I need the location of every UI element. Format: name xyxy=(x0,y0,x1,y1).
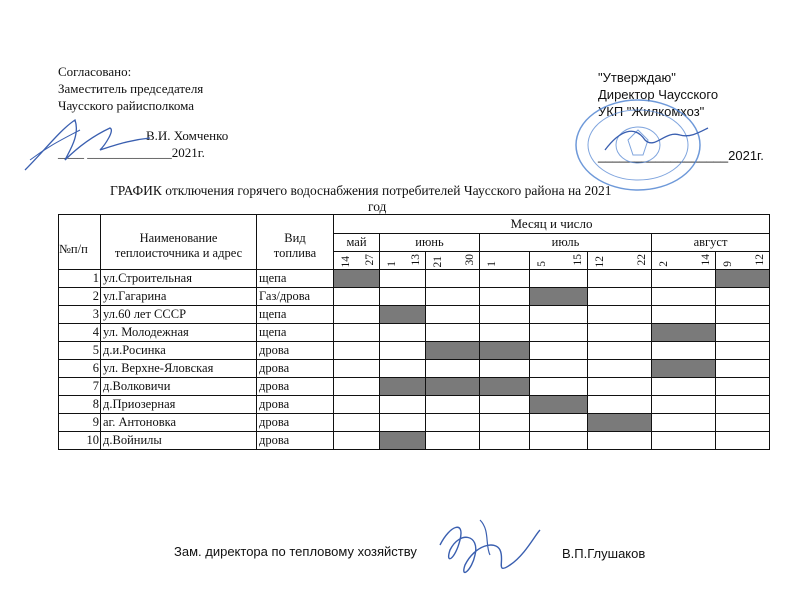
row-number: 1 xyxy=(59,270,101,288)
day-end-label: 2 xyxy=(658,261,670,267)
schedule-cell xyxy=(716,324,770,342)
schedule-cell xyxy=(480,396,530,414)
schedule-cell xyxy=(334,396,380,414)
schedule-cell xyxy=(588,306,652,324)
approve-date-line: __________________2021г. xyxy=(598,148,764,163)
day-end-label: 12 xyxy=(594,255,606,267)
month-august: август xyxy=(652,234,770,252)
schedule-cell xyxy=(334,432,380,450)
schedule-cell xyxy=(588,360,652,378)
schedule-table xyxy=(58,214,770,450)
shutdown-period-cell xyxy=(530,396,588,414)
row-fuel: щепа xyxy=(257,324,334,342)
schedule-cell xyxy=(652,270,716,288)
schedule-cell xyxy=(652,342,716,360)
table-row xyxy=(59,396,770,414)
schedule-cell xyxy=(480,306,530,324)
schedule-cell xyxy=(530,432,588,450)
schedule-cell xyxy=(380,360,426,378)
table-row xyxy=(59,432,770,450)
shutdown-period-cell xyxy=(334,270,380,288)
row-name: ул. Верхне-Яловская xyxy=(101,360,257,378)
schedule-cell xyxy=(426,414,480,432)
schedule-cell xyxy=(652,288,716,306)
day-start-label: 15 xyxy=(572,254,584,266)
table-row xyxy=(59,306,770,324)
schedule-cell xyxy=(716,396,770,414)
schedule-cell xyxy=(426,396,480,414)
day-start-label: 14 xyxy=(700,254,712,266)
month-june: июнь xyxy=(380,234,480,252)
row-fuel: дрова xyxy=(257,396,334,414)
row-fuel: Газ/дрова xyxy=(257,288,334,306)
month-may: май xyxy=(334,234,380,252)
schedule-cell xyxy=(480,432,530,450)
row-number: 8 xyxy=(59,396,101,414)
row-fuel: дрова xyxy=(257,360,334,378)
schedule-cell xyxy=(334,360,380,378)
schedule-cell xyxy=(530,360,588,378)
shutdown-period-cell xyxy=(652,324,716,342)
row-number: 2 xyxy=(59,288,101,306)
schedule-cell xyxy=(380,342,426,360)
schedule-cell xyxy=(426,288,480,306)
shutdown-period-cell xyxy=(380,432,426,450)
schedule-cell xyxy=(716,342,770,360)
schedule-cell xyxy=(380,270,426,288)
schedule-cell xyxy=(426,306,480,324)
approval-signer: В.И. Хомченко xyxy=(146,128,229,143)
shutdown-period-cell xyxy=(480,342,530,360)
schedule-cell xyxy=(588,378,652,396)
day-column-header xyxy=(334,252,380,270)
schedule-cell xyxy=(334,306,380,324)
header-month-day: Месяц и число xyxy=(334,215,770,234)
schedule-cell xyxy=(652,378,716,396)
schedule-cell xyxy=(716,378,770,396)
table-row xyxy=(59,288,770,306)
row-number: 3 xyxy=(59,306,101,324)
shutdown-period-cell xyxy=(380,378,426,396)
schedule-cell xyxy=(588,324,652,342)
row-number: 6 xyxy=(59,360,101,378)
row-name: ул. Молодежная xyxy=(101,324,257,342)
shutdown-period-cell xyxy=(652,360,716,378)
header-num: №п/п xyxy=(59,215,101,270)
row-name: д.и.Росинка xyxy=(101,342,257,360)
day-end-label: 1 xyxy=(486,261,498,267)
row-fuel: дрова xyxy=(257,342,334,360)
schedule-cell xyxy=(652,306,716,324)
day-end-label: 9 xyxy=(722,261,734,267)
schedule-cell xyxy=(480,270,530,288)
schedule-cell xyxy=(380,288,426,306)
schedule-cell xyxy=(426,360,480,378)
schedule-cell xyxy=(426,324,480,342)
day-end-label: 5 xyxy=(536,261,548,267)
schedule-cell xyxy=(716,306,770,324)
day-column-header xyxy=(380,252,426,270)
table-row xyxy=(59,324,770,342)
schedule-cell xyxy=(588,342,652,360)
row-fuel: щепа xyxy=(257,270,334,288)
schedule-cell xyxy=(380,414,426,432)
approve-position: Директор Чаусского xyxy=(598,87,719,102)
table-row xyxy=(59,378,770,396)
row-number: 9 xyxy=(59,414,101,432)
row-name: д.Войнилы xyxy=(101,432,257,450)
day-column-header xyxy=(480,252,530,270)
row-name: аг. Антоновка xyxy=(101,414,257,432)
schedule-cell xyxy=(716,432,770,450)
approval-date-line: ____ _____________2021г. xyxy=(58,145,205,160)
schedule-cell xyxy=(530,378,588,396)
day-column-header xyxy=(652,252,716,270)
header-row-1 xyxy=(59,215,770,234)
table-row xyxy=(59,414,770,432)
schedule-cell xyxy=(716,288,770,306)
footer-position: Зам. директора по тепловому хозяйству xyxy=(174,544,417,559)
schedule-cell xyxy=(380,324,426,342)
shutdown-period-cell xyxy=(588,414,652,432)
shutdown-period-cell xyxy=(426,342,480,360)
row-number: 4 xyxy=(59,324,101,342)
shutdown-period-cell xyxy=(380,306,426,324)
schedule-cell xyxy=(426,432,480,450)
signature-left xyxy=(20,100,160,180)
day-start-label: 30 xyxy=(464,254,476,266)
schedule-cell xyxy=(530,342,588,360)
table-row xyxy=(59,270,770,288)
shutdown-period-cell xyxy=(530,288,588,306)
day-start-label: 22 xyxy=(636,254,648,266)
day-start-label: 27 xyxy=(364,254,376,266)
schedule-cell xyxy=(334,288,380,306)
row-fuel: дрова xyxy=(257,414,334,432)
schedule-cell xyxy=(380,396,426,414)
row-name: ул.Строительная xyxy=(101,270,257,288)
schedule-cell xyxy=(530,414,588,432)
row-number: 10 xyxy=(59,432,101,450)
day-column-header xyxy=(426,252,480,270)
row-fuel: дрова xyxy=(257,378,334,396)
shutdown-period-cell xyxy=(426,378,480,396)
approve-heading: "Утверждаю" xyxy=(598,70,676,85)
shutdown-period-cell xyxy=(716,270,770,288)
document-title-continued: год xyxy=(368,199,387,214)
schedule-cell xyxy=(652,432,716,450)
footer-signer: В.П.Глушаков xyxy=(562,546,646,561)
schedule-cell xyxy=(334,324,380,342)
schedule-cell xyxy=(426,270,480,288)
day-end-label: 14 xyxy=(340,255,352,267)
schedule-cell xyxy=(588,270,652,288)
schedule-cell xyxy=(480,288,530,306)
day-end-label: 21 xyxy=(432,255,444,267)
row-name: ул.60 лет СССР xyxy=(101,306,257,324)
header-fuel: Вид топлива xyxy=(257,215,334,270)
schedule-cell xyxy=(716,360,770,378)
day-column-header xyxy=(530,252,588,270)
day-column-header xyxy=(588,252,652,270)
header-name: Наименование теплоисточника и адрес xyxy=(101,215,257,270)
schedule-cell xyxy=(480,414,530,432)
row-number: 7 xyxy=(59,378,101,396)
schedule-cell xyxy=(652,414,716,432)
month-july: июль xyxy=(480,234,652,252)
day-column-header xyxy=(716,252,770,270)
schedule-cell xyxy=(530,306,588,324)
schedule-cell xyxy=(480,324,530,342)
day-start-label: 12 xyxy=(754,254,766,266)
signature-right xyxy=(600,120,710,160)
document-title: ГРАФИК отключения горячего водоснабжения потребителей Чаусского района на 2021 xyxy=(110,183,612,198)
signature-footer xyxy=(420,505,570,590)
schedule-cell xyxy=(530,270,588,288)
schedule-cell xyxy=(334,378,380,396)
approve-organization: УКП "Жилкомхоз" xyxy=(598,104,705,119)
schedule-cell xyxy=(652,396,716,414)
shutdown-period-cell xyxy=(480,378,530,396)
day-start-label: 13 xyxy=(410,254,422,266)
row-fuel: щепа xyxy=(257,306,334,324)
table-row xyxy=(59,342,770,360)
row-fuel: дрова xyxy=(257,432,334,450)
schedule-cell xyxy=(588,288,652,306)
schedule-cell xyxy=(530,324,588,342)
schedule-cell xyxy=(480,360,530,378)
schedule-cell xyxy=(334,342,380,360)
row-name: д.Волковичи xyxy=(101,378,257,396)
row-number: 5 xyxy=(59,342,101,360)
approval-position: Заместитель председателя xyxy=(58,81,204,96)
approval-organization: Чаусского райисполкома xyxy=(58,98,195,113)
day-end-label: 1 xyxy=(386,261,398,267)
approval-heading: Согласовано: xyxy=(58,64,132,79)
schedule-cell xyxy=(716,414,770,432)
row-name: д.Приозерная xyxy=(101,396,257,414)
schedule-cell xyxy=(588,396,652,414)
table-row xyxy=(59,360,770,378)
row-name: ул.Гагарина xyxy=(101,288,257,306)
schedule-cell xyxy=(588,432,652,450)
schedule-cell xyxy=(334,414,380,432)
